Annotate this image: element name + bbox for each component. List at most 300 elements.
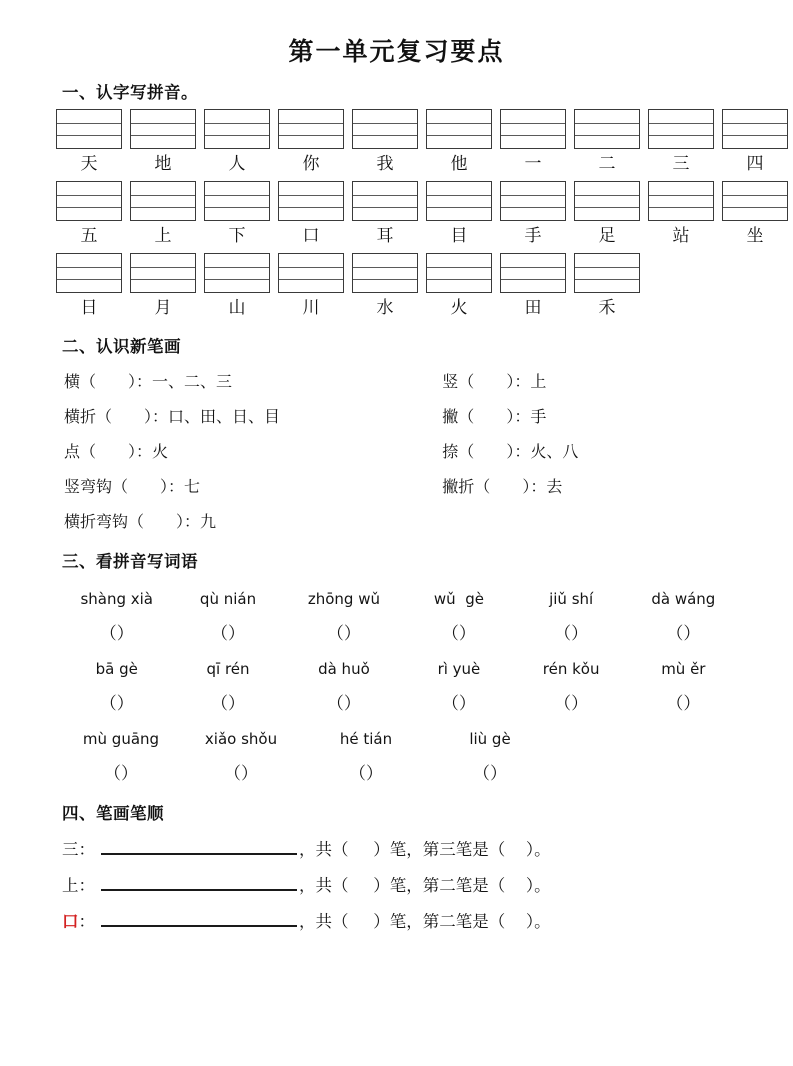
- colon: ：: [78, 912, 95, 931]
- pinyin-writing-box[interactable]: [574, 181, 640, 221]
- close-paren: ）: [571, 624, 589, 644]
- pinyin-writing-box[interactable]: [130, 181, 196, 221]
- guide-line: [131, 207, 195, 208]
- open-paren: （: [441, 624, 459, 644]
- guide-line: [353, 267, 417, 268]
- section-heading-2: 二、认识新笔画: [62, 337, 181, 356]
- character-cell: [426, 109, 492, 179]
- close-paren: ）: [121, 764, 138, 784]
- line-end: ）。: [525, 840, 551, 859]
- character-label: 二: [598, 154, 616, 174]
- stroke-answer-blank[interactable]: [474, 444, 506, 461]
- character-label: 足: [598, 226, 616, 246]
- character-cell: [426, 181, 492, 251]
- guide-line: [279, 267, 343, 268]
- close-paren: ）: [683, 624, 701, 644]
- section-new-strokes: [54, 325, 739, 540]
- answer-parentheses[interactable]: [171, 616, 284, 652]
- character-cell: [56, 181, 122, 251]
- stroke-order-character: 三: [62, 840, 79, 859]
- pinyin-writing-box[interactable]: [500, 109, 566, 149]
- stroke-item: [64, 400, 442, 435]
- pinyin-writing-box[interactable]: [648, 109, 714, 149]
- stroke-examples: 火、八: [530, 444, 579, 461]
- open-paren: （: [473, 764, 490, 784]
- pinyin-writing-box[interactable]: [500, 253, 566, 293]
- character-cell: [426, 253, 492, 323]
- character-label: 我: [376, 154, 394, 174]
- guide-line: [353, 195, 417, 196]
- character-label: 天: [80, 154, 98, 174]
- pinyin-word: hé tián: [339, 730, 393, 748]
- open-paren: （: [211, 694, 228, 714]
- stroke-name: 横折（: [64, 409, 113, 426]
- close-paren: ）: [571, 694, 589, 714]
- answer-row: [62, 686, 739, 722]
- guide-line: [649, 207, 713, 208]
- stroke-order-list: [54, 828, 739, 940]
- close-paren: ）: [241, 764, 258, 784]
- guide-line: [575, 207, 639, 208]
- guide-line: [427, 135, 491, 136]
- guide-line: [131, 195, 195, 196]
- colon: ：: [78, 840, 95, 859]
- stroke-column-right: [442, 365, 739, 505]
- guide-line: [501, 135, 565, 136]
- stroke-close-paren: ）：: [128, 374, 153, 391]
- guide-line: [501, 267, 565, 268]
- answer-parentheses[interactable]: [403, 686, 514, 722]
- open-paren: （: [666, 624, 684, 644]
- pinyin-writing-box[interactable]: [278, 253, 344, 293]
- guide-line: [57, 267, 121, 268]
- character-cell: [648, 181, 714, 251]
- pinyin-row: [62, 652, 739, 686]
- pinyin-word: liù gè: [469, 730, 511, 748]
- open-paren: （: [211, 624, 228, 644]
- nth-stroke-blank[interactable]: [505, 832, 526, 868]
- pinyin-writing-box[interactable]: [352, 181, 418, 221]
- guide-line: [575, 195, 639, 196]
- pinyin-word: shàng xià: [80, 590, 153, 608]
- section-heading-3: 三、看拼音写词语: [62, 552, 198, 571]
- pinyin-writing-box[interactable]: [722, 181, 788, 221]
- stroke-close-paren: ）：: [506, 444, 531, 461]
- character-label: 耳: [376, 226, 394, 246]
- pinyin-word: zhōng wǔ: [307, 590, 380, 608]
- guide-line: [427, 207, 491, 208]
- stroke-answer-blank[interactable]: [474, 374, 506, 391]
- stroke-answer-blank[interactable]: [144, 514, 176, 531]
- stroke-examples: 口、田、日、目: [168, 409, 281, 426]
- character-label: 一: [524, 154, 542, 174]
- stroke-examples: 上: [530, 374, 547, 391]
- open-paren: （: [326, 694, 344, 714]
- character-label: 他: [450, 154, 468, 174]
- character-cell: [278, 181, 344, 251]
- guide-line: [279, 123, 343, 124]
- guide-line: [279, 279, 343, 280]
- pinyin-writing-box[interactable]: [426, 253, 492, 293]
- open-paren: （: [441, 694, 459, 714]
- pinyin-writing-box[interactable]: [574, 253, 640, 293]
- open-paren: （: [99, 694, 117, 714]
- guide-line: [501, 123, 565, 124]
- guide-line: [57, 195, 121, 196]
- character-cell: [352, 181, 418, 251]
- stroke-list: [54, 361, 739, 540]
- guide-line: [57, 135, 121, 136]
- section-stroke-order: [54, 792, 739, 940]
- stroke-name: 捺（: [442, 444, 475, 461]
- guide-line: [353, 207, 417, 208]
- close-paren: ）: [683, 694, 701, 714]
- guide-line: [205, 135, 269, 136]
- pinyin-word: wǔ gè: [433, 590, 484, 608]
- stroke-order-item: [62, 832, 739, 868]
- answer-row: [62, 616, 739, 652]
- character-cell: [204, 109, 270, 179]
- answer-parentheses[interactable]: [628, 616, 739, 652]
- open-paren: （: [554, 694, 572, 714]
- stroke-column-left-overflow: [64, 505, 739, 540]
- stroke-close-paren: ）：: [176, 514, 201, 531]
- stroke-answer-blank[interactable]: [112, 409, 144, 426]
- character-label: 五: [80, 226, 98, 246]
- stroke-column-left: [64, 365, 442, 505]
- close-paren: ）: [228, 694, 245, 714]
- pinyin-word: dà wáng: [651, 590, 716, 608]
- total-strokes-blank[interactable]: [349, 904, 374, 940]
- stroke-name: 竖弯钩（: [64, 479, 129, 496]
- character-label: 口: [302, 226, 320, 246]
- stroke-examples: 手: [530, 409, 547, 426]
- pinyin-word: rì yuè: [437, 660, 481, 678]
- nth-stroke-prompt: ）笔，第三笔是（: [373, 840, 506, 859]
- stroke-item: [442, 400, 739, 435]
- character-label: 川: [302, 298, 320, 318]
- pinyin-writing-box[interactable]: [426, 109, 492, 149]
- stroke-item: [64, 470, 442, 505]
- character-label: 下: [228, 226, 246, 246]
- stroke-sequence-blank[interactable]: [101, 875, 297, 891]
- stroke-examples: 九: [200, 514, 217, 531]
- character-label: 火: [450, 298, 468, 318]
- character-label: 上: [154, 226, 172, 246]
- guide-line: [57, 279, 121, 280]
- close-paren: ）: [116, 694, 134, 714]
- stroke-close-paren: ）：: [160, 479, 185, 496]
- character-label: 山: [228, 298, 246, 318]
- character-label: 坐: [746, 226, 764, 246]
- answer-parentheses[interactable]: [430, 756, 550, 792]
- stroke-sequence-blank[interactable]: [101, 911, 297, 927]
- stroke-answer-blank[interactable]: [128, 479, 160, 496]
- answer-parentheses[interactable]: [171, 686, 284, 722]
- pinyin-word: mù ěr: [661, 660, 706, 678]
- pinyin-word: rén kǒu: [542, 660, 600, 678]
- stroke-item: [442, 435, 739, 470]
- guide-line: [501, 195, 565, 196]
- character-cell: [722, 109, 788, 179]
- character-label: 手: [524, 226, 542, 246]
- guide-line: [205, 123, 269, 124]
- pinyin-writing-box[interactable]: [722, 109, 788, 149]
- character-cell: [278, 253, 344, 323]
- stroke-answer-blank[interactable]: [474, 409, 506, 426]
- character-cell: [574, 253, 640, 323]
- answer-parentheses[interactable]: [62, 756, 180, 792]
- character-cell: [500, 181, 566, 251]
- total-strokes-prompt: ，共（: [299, 840, 349, 859]
- character-label: 人: [228, 154, 246, 174]
- stroke-close-paren: ）：: [522, 479, 547, 496]
- total-strokes-blank[interactable]: [349, 832, 374, 868]
- section-recognize-characters: [54, 71, 764, 323]
- pinyin-word: jiǔ shí: [549, 590, 594, 608]
- stroke-answer-blank[interactable]: [490, 479, 522, 496]
- guide-line: [57, 207, 121, 208]
- guide-line: [427, 195, 491, 196]
- total-strokes-prompt: ，共（: [299, 912, 349, 931]
- guide-line: [723, 135, 787, 136]
- guide-line: [353, 135, 417, 136]
- open-paren: （: [326, 624, 344, 644]
- guide-line: [501, 207, 565, 208]
- stroke-name: 横折弯钩（: [64, 514, 145, 531]
- guide-line: [57, 123, 121, 124]
- close-paren: ）: [343, 694, 361, 714]
- answer-parentheses[interactable]: [403, 616, 514, 652]
- stroke-name: 撇折（: [442, 479, 491, 496]
- pinyin-word: dà huǒ: [318, 660, 370, 678]
- pinyin-writing-box[interactable]: [130, 109, 196, 149]
- open-paren: （: [104, 764, 121, 784]
- nth-stroke-prompt: ）笔，第二笔是（: [373, 876, 506, 895]
- character-label: 月: [154, 298, 172, 318]
- stroke-name: 横（: [64, 374, 97, 391]
- character-row: [56, 109, 764, 179]
- close-paren: ）: [458, 624, 476, 644]
- character-cell: [352, 253, 418, 323]
- stroke-item: [64, 365, 442, 400]
- answer-parentheses[interactable]: [62, 686, 171, 722]
- pinyin-row: [62, 582, 739, 616]
- section-heading-4: 四、笔画笔顺: [62, 804, 164, 823]
- stroke-item: [64, 505, 739, 540]
- stroke-columns: [64, 365, 739, 505]
- close-paren: ）: [116, 624, 134, 644]
- guide-line: [649, 123, 713, 124]
- character-cell: [204, 253, 270, 323]
- guide-line: [353, 279, 417, 280]
- stroke-sequence-blank[interactable]: [101, 839, 297, 855]
- pinyin-writing-box[interactable]: [352, 109, 418, 149]
- total-strokes-prompt: ，共（: [299, 876, 349, 895]
- character-label: 四: [746, 154, 764, 174]
- character-cell: [56, 253, 122, 323]
- pinyin-word: mù guāng: [82, 730, 160, 748]
- guide-line: [649, 195, 713, 196]
- stroke-examples: 一、二、三: [152, 374, 233, 391]
- character-cell: [204, 181, 270, 251]
- close-paren: ）: [343, 624, 361, 644]
- character-label: 水: [376, 298, 394, 318]
- stroke-name: 点（: [64, 444, 97, 461]
- guide-line: [723, 123, 787, 124]
- pinyin-writing-box[interactable]: [352, 253, 418, 293]
- pinyin-writing-box[interactable]: [56, 181, 122, 221]
- guide-line: [279, 195, 343, 196]
- open-paren: （: [666, 694, 684, 714]
- pinyin-writing-box[interactable]: [500, 181, 566, 221]
- character-row: [56, 181, 764, 251]
- guide-line: [131, 267, 195, 268]
- colon: ：: [78, 876, 95, 895]
- stroke-examples: 火: [152, 444, 169, 461]
- stroke-answer-blank[interactable]: [96, 444, 128, 461]
- pinyin-writing-box[interactable]: [204, 181, 270, 221]
- answer-parentheses[interactable]: [180, 756, 302, 792]
- character-cell: [574, 109, 640, 179]
- answer-parentheses[interactable]: [285, 616, 404, 652]
- guide-line: [131, 279, 195, 280]
- open-paren: （: [349, 764, 366, 784]
- open-paren: （: [99, 624, 117, 644]
- character-label: 三: [672, 154, 690, 174]
- character-cell: [130, 253, 196, 323]
- stroke-order-character: 上: [62, 876, 79, 895]
- pinyin-writing-box[interactable]: [204, 253, 270, 293]
- answer-parentheses[interactable]: [515, 686, 628, 722]
- character-grid: [54, 107, 764, 323]
- answer-parentheses[interactable]: [628, 686, 739, 722]
- stroke-item: [64, 435, 442, 470]
- stroke-item: [442, 365, 739, 400]
- stroke-order-item: [62, 904, 739, 940]
- pinyin-word: xiǎo shǒu: [204, 730, 278, 748]
- pinyin-exercise: [54, 576, 739, 792]
- stroke-name: 竖（: [442, 374, 475, 391]
- character-cell: [130, 109, 196, 179]
- guide-line: [723, 195, 787, 196]
- pinyin-word: qī rén: [206, 660, 250, 678]
- character-row: [56, 253, 739, 323]
- character-cell: [722, 181, 788, 251]
- pinyin-writing-box[interactable]: [426, 181, 492, 221]
- pinyin-writing-box[interactable]: [130, 253, 196, 293]
- stroke-order-character: 口: [62, 912, 79, 931]
- pinyin-writing-box[interactable]: [648, 181, 714, 221]
- guide-line: [205, 195, 269, 196]
- pinyin-word: bā gè: [95, 660, 138, 678]
- answer-parentheses[interactable]: [285, 686, 404, 722]
- character-cell: [352, 109, 418, 179]
- nth-stroke-blank[interactable]: [505, 904, 526, 940]
- line-end: ）。: [525, 876, 551, 895]
- character-label: 田: [524, 298, 542, 318]
- total-strokes-blank[interactable]: [349, 868, 374, 904]
- close-paren: ）: [458, 694, 476, 714]
- guide-line: [427, 279, 491, 280]
- line-end: ）。: [525, 912, 551, 931]
- guide-line: [205, 267, 269, 268]
- character-label: 禾: [598, 298, 616, 318]
- stroke-order-item: [62, 868, 739, 904]
- section-pinyin-to-words: [54, 540, 739, 792]
- character-cell: [56, 109, 122, 179]
- character-cell: [500, 109, 566, 179]
- character-label: 地: [154, 154, 172, 174]
- open-paren: （: [224, 764, 241, 784]
- character-label: 你: [302, 154, 320, 174]
- character-label: 日: [80, 298, 98, 318]
- pinyin-word: qù nián: [199, 590, 257, 608]
- page-title: 第一单元复习要点: [288, 37, 505, 66]
- pinyin-row: [62, 722, 739, 756]
- character-cell: [278, 109, 344, 179]
- answer-parentheses[interactable]: [62, 616, 171, 652]
- pinyin-writing-box[interactable]: [56, 109, 122, 149]
- answer-row: [62, 756, 739, 792]
- nth-stroke-prompt: ）笔，第二笔是（: [373, 912, 506, 931]
- pinyin-writing-box[interactable]: [56, 253, 122, 293]
- character-cell: [500, 253, 566, 323]
- open-paren: （: [554, 624, 572, 644]
- stroke-close-paren: ）：: [506, 374, 531, 391]
- stroke-close-paren: ）：: [144, 409, 169, 426]
- close-paren: ）: [490, 764, 507, 784]
- pinyin-writing-box[interactable]: [204, 109, 270, 149]
- stroke-examples: 去: [546, 479, 563, 496]
- stroke-close-paren: ）：: [506, 409, 531, 426]
- guide-line: [279, 207, 343, 208]
- stroke-item: [442, 470, 739, 505]
- character-label: 目: [450, 226, 468, 246]
- guide-line: [205, 207, 269, 208]
- pinyin-writing-box[interactable]: [278, 109, 344, 149]
- guide-line: [131, 135, 195, 136]
- stroke-close-paren: ）：: [128, 444, 153, 461]
- guide-line: [427, 267, 491, 268]
- guide-line: [575, 279, 639, 280]
- guide-line: [575, 135, 639, 136]
- guide-line: [575, 123, 639, 124]
- character-label: 站: [672, 226, 690, 246]
- answer-parentheses[interactable]: [515, 616, 628, 652]
- character-cell: [574, 181, 640, 251]
- stroke-answer-blank[interactable]: [96, 374, 128, 391]
- guide-line: [649, 135, 713, 136]
- guide-line: [353, 123, 417, 124]
- stroke-examples: 七: [184, 479, 201, 496]
- guide-line: [205, 279, 269, 280]
- guide-line: [131, 123, 195, 124]
- stroke-name: 撇（: [442, 409, 475, 426]
- pinyin-writing-box[interactable]: [278, 181, 344, 221]
- character-cell: [648, 109, 714, 179]
- guide-line: [575, 267, 639, 268]
- close-paren: ）: [228, 624, 245, 644]
- close-paren: ）: [366, 764, 383, 784]
- answer-parentheses[interactable]: [302, 756, 430, 792]
- guide-line: [279, 135, 343, 136]
- guide-line: [723, 207, 787, 208]
- guide-line: [501, 279, 565, 280]
- pinyin-writing-box[interactable]: [574, 109, 640, 149]
- guide-line: [427, 123, 491, 124]
- nth-stroke-blank[interactable]: [505, 868, 526, 904]
